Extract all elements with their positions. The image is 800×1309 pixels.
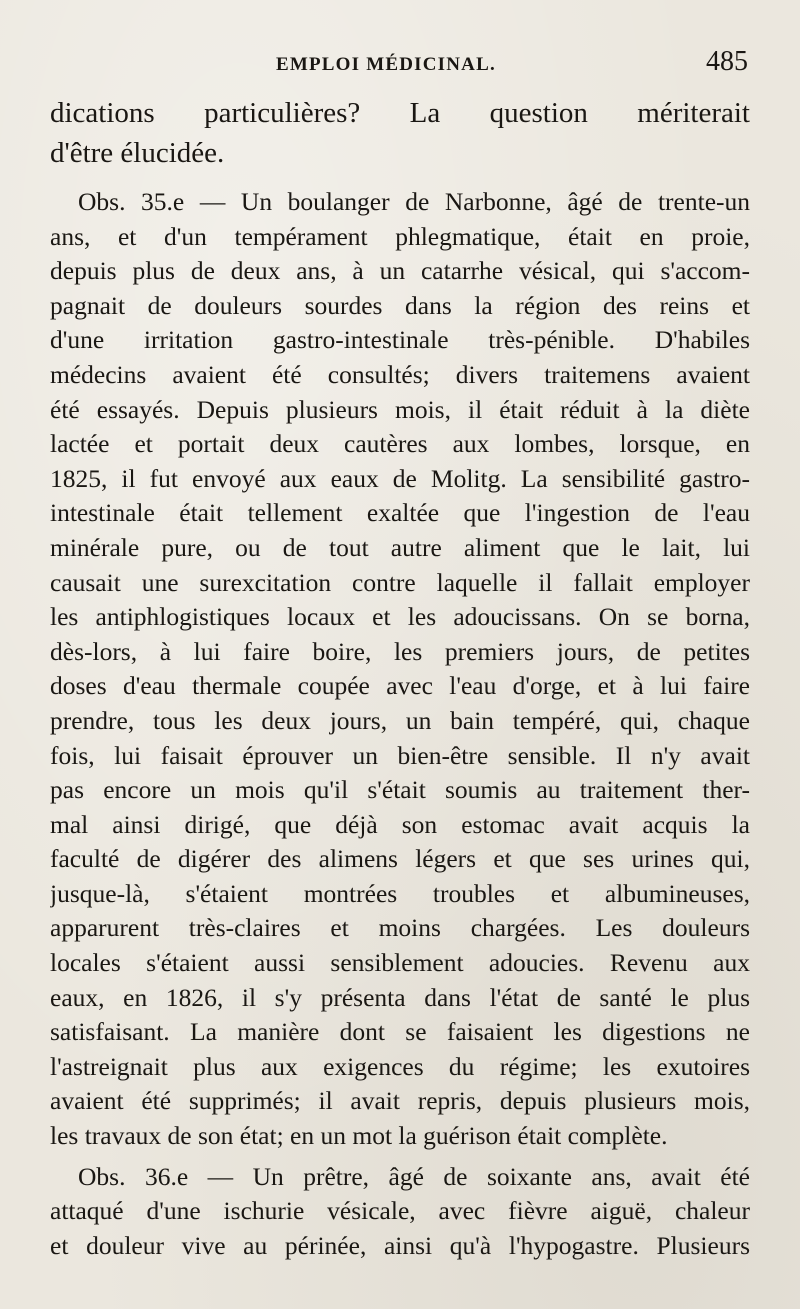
text-line: minérale pure, ou de tout autre aliment que le lait, lui — [50, 532, 750, 562]
text-line: 1825, il fut envoyé aux eaux de Molitg. La sensibilité gastro- — [50, 463, 750, 493]
running-head — [0, 46, 800, 86]
text-line: faculté de digérer des alimens légers et que ses urines qui, — [50, 844, 750, 874]
text-line: ans, et d'un tempérament phlegmatique, était en proie, — [50, 221, 750, 251]
text-line: avaient été supprimés; il avait repris, depuis plusieurs mois, — [50, 1086, 750, 1116]
text-line: d'une irritation gastro-intestinale très-pénible. D'habiles — [50, 325, 750, 355]
running-title: EMPLOI MÉDICINAL. — [276, 54, 496, 75]
text-line: médecins avaient été consultés; divers traitemens avaient — [50, 359, 750, 389]
text-line: pas encore un mois qu'il s'était soumis au traitement ther- — [50, 775, 750, 805]
text-line: jusque-là, s'étaient montrées troubles et albumineuses, — [50, 878, 750, 908]
text-line: fois, lui faisait éprouver un bien-être sensible. Il n'y avait — [50, 740, 750, 770]
text-line: pagnait de douleurs sourdes dans la région des reins et — [50, 290, 750, 320]
text-line: apparurent très-claires et moins chargées. Les douleurs — [50, 913, 750, 943]
text-line: attaqué d'une ischurie vésicale, avec fièvre aiguë, chaleur — [50, 1196, 750, 1226]
text-line: eaux, en 1826, il s'y présenta dans l'état de santé le plus — [50, 982, 750, 1012]
paragraph-observation-36 — [50, 1160, 750, 1264]
text-line: dications particulières? La question mériterait — [50, 97, 750, 129]
text-line: Obs. 36.e — Un prêtre, âgé de soixante ans, avait été — [78, 1161, 750, 1191]
text-line: prendre, tous les deux jours, un bain tempéré, qui, chaque — [50, 705, 750, 735]
page-number: 485 — [706, 46, 748, 77]
text-line: les antiphlogistiques locaux et les adoucissans. On se borna, — [50, 602, 750, 632]
text-line: Obs. 35.e — Un boulanger de Narbonne, âgé de trente-un — [78, 187, 750, 216]
text-line: intestinale était tellement exaltée que l'ingestion de l'eau — [50, 498, 750, 528]
paragraph-continued — [50, 93, 750, 173]
text-line: l'astreignait plus aux exigences du régime; les exutoires — [50, 1051, 750, 1081]
text-line: et douleur vive au périnée, ainsi qu'à l'hypogastre. Plusieurs — [50, 1230, 750, 1260]
text-line: lactée et portait deux cautères aux lombes, lorsque, en — [50, 429, 750, 459]
text-line: dès-lors, à lui faire boire, les premiers jours, de petites — [50, 636, 750, 666]
text-line: été essayés. Depuis plusieurs mois, il était réduit à la diète — [50, 394, 750, 424]
text-line: doses d'eau thermale coupée avec l'eau d'orge, et à lui faire — [50, 671, 750, 701]
text-line: satisfaisant. La manière dont se faisaient les digestions ne — [50, 1017, 750, 1047]
text-line: causait une surexcitation contre laquelle il fallait employer — [50, 567, 750, 597]
text-line: les travaux de son état; en un mot la guérison était complète. — [50, 1121, 668, 1151]
body-text — [50, 93, 750, 1263]
text-line: locales s'étaient aussi sensiblement adoucies. Revenu aux — [50, 948, 750, 978]
text-line: mal ainsi dirigé, que déjà son estomac avait acquis la — [50, 809, 750, 839]
paragraph-observation-35 — [50, 185, 750, 1154]
text-line: d'être élucidée. — [50, 137, 225, 169]
text-line: depuis plus de deux ans, à un catarrhe vésical, qui s'accom- — [50, 256, 750, 286]
